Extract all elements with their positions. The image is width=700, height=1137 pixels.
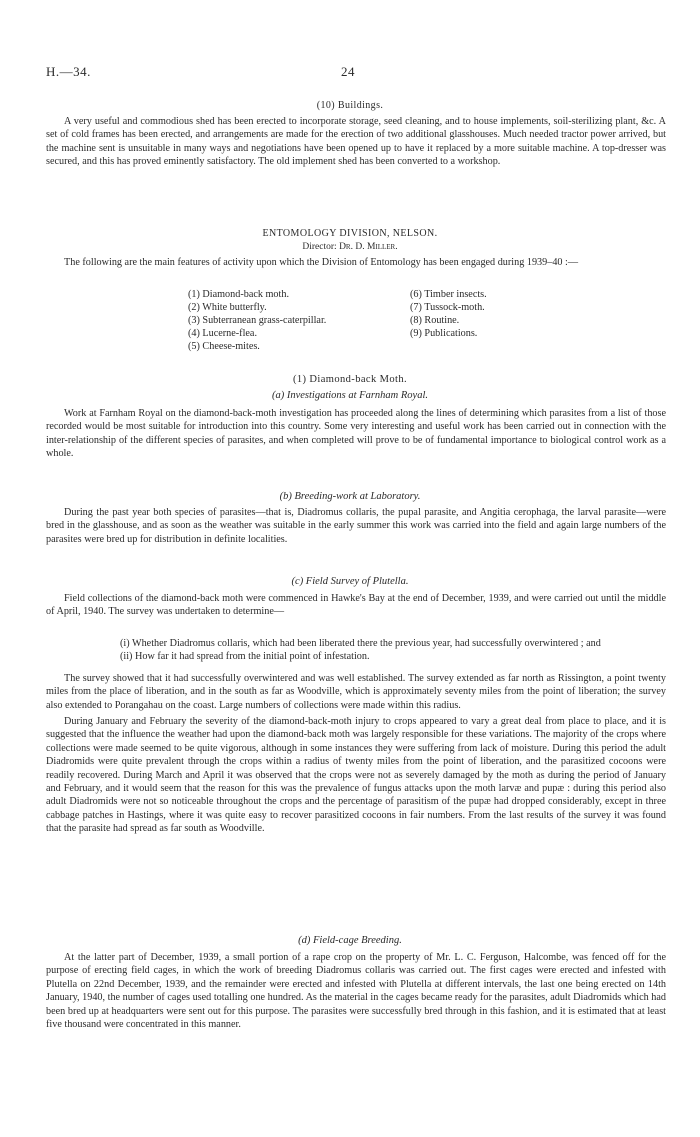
subsection-d-heading: (d) Field-cage Breeding.: [298, 935, 402, 946]
list-item: (6) Timber insects.: [410, 289, 487, 300]
list-item: (i) Whether Diadromus collaris, which had been liberated there the previous year, had successfully overwintered ; and: [120, 638, 601, 649]
director-label: Director:: [302, 242, 337, 252]
subsection-b-heading: (b) Breeding-work at Laboratory.: [279, 491, 421, 502]
director-name: Dr. D. Miller.: [339, 242, 398, 252]
entomology-title: ENTOMOLOGY DIVISION, NELSON.: [262, 228, 438, 239]
list-item: (2) White butterfly.: [188, 302, 267, 313]
page-number: 24: [341, 64, 355, 79]
buildings-heading: (10) Buildings.: [316, 100, 384, 111]
dbm-heading: (1) Diamond-back Moth.: [292, 374, 408, 385]
list-item: (9) Publications.: [410, 328, 478, 339]
subsection-c-paragraph-2: The survey showed that it had successfully overwintered and was well established. The survey extended as far north as Rissington, a point twenty miles from the place of liberation, and in the south as far as Woodville, which is approximately seventy miles from the point of liberation; the survey also extended to Porangahau on the coast. Large numbers of collections were made within this radius.: [46, 673, 666, 711]
feature-list-left: [188, 288, 326, 353]
subsection-d-paragraph: At the latter part of December, 1939, a small portion of a rape crop on the property of Mr. L. C. Ferguson, Halcombe, was fenced off for the purpose of erecting field cages, in which the work of breeding Diadromus collaris was carried out. The first cages were erected and infested with Plutella on 22nd December, 1939, and the remainder were erected and infested with Plutella at different intervals, the last one being erected on 14th January, 1940, the number of cages used totalling one hundred. As the material in the cages became ready for the parasites, adult Diadromids which had been bred up at headquarters were sent out for this purpose. The parasites were successfully bred through in this fashion, and it is estimated that at least five thousand were concentrated in this manner.: [46, 952, 666, 1031]
list-item: (ii) How far it had spread from the initial point of infestation.: [120, 651, 370, 662]
list-item: (3) Subterranean grass-caterpillar.: [188, 315, 327, 326]
subsection-c-paragraph-3: During January and February the severity of the diamond-back-moth injury to crops appeared to vary a great deal from place to place, and it is suggested that the influence the weather had upon the diamond-back moth was largely responsible for these variations. The majority of the crops where collections were made seemed to be quite vigorous, although in some instances they were suffering from lack of moisture. During this period the adult Diadromids were quite prevalent through the crops within a radius of twenty miles from the point of liberation, and the parasitized cocoons were readily recovered. During March and April it was observed that the crops were not as severely damaged by the moth as during the period of January and February, and it would seem that the reason for this was the prevalence of fungus attacks upon the moth larvæ and pupæ : during this period also adult Diadromids were not so noticeable throughout the crops and the percentage of parasitism of the pupæ had dropped considerably, except in three cabbage patches in Hastings, where it was quite easy to recover parasitized cocoons in fair numbers. From the last results of the survey it was found that the parasite had spread as far south as Woodville.: [46, 716, 666, 835]
subsection-b-paragraph: During the past year both species of parasites—that is, Diadromus collaris, the pupal parasite, and Angitia cerophaga, the larval parasite—were bred in the glasshouse, and as soon as the weather was suitable in the early summer this work was carried into the field and again large numbers of the parasites were bred up for distribution in definite localities.: [46, 507, 666, 545]
feature-list-right: [410, 288, 487, 340]
list-item: (7) Tussock-moth.: [410, 302, 485, 313]
subsection-a-heading: (a) Investigations at Farnham Royal.: [271, 390, 429, 401]
director-line: [0, 242, 700, 252]
list-item: (4) Lucerne-flea.: [188, 328, 257, 339]
buildings-paragraph: A very useful and commodious shed has been erected to incorporate storage, seed cleaning, and to house implements, soil-sterilizing plant, &c. A set of cold frames has been erected, and arrangements are made for the erection of two additional glasshouses. Much needed tractor power arrived, but the machine sent is unsuitable in many ways and negotiations have been opened up to have it replaced by a more suitable machine. A top-dresser was secured, and this has proved eminently satisfactory. The old implement shed has been converted to a workshop.: [46, 116, 666, 168]
report-code: H.—34.: [46, 64, 91, 79]
subsection-a-paragraph: Work at Farnham Royal on the diamond-back-moth investigation has proceeded along the lines of determining which parasites from a list of those recorded would be most suitable for introduction into this country. Some very interesting and useful work has been carried out in connection with the inter-relationship of the different species of parasites, and when completed will prove to be of fundamental importance to biological control work as a whole.: [46, 408, 666, 460]
survey-items: [120, 637, 666, 663]
list-item: (8) Routine.: [410, 315, 460, 326]
subsection-c-heading: (c) Field Survey of Plutella.: [291, 576, 409, 587]
list-item: (5) Cheese-mites.: [188, 341, 260, 352]
subsection-c-paragraph: Field collections of the diamond-back moth were commenced in Hawke's Bay at the end of December, 1939, and were carried out until the middle of April, 1940. The survey was undertaken to determine—: [46, 593, 666, 618]
entomology-intro: The following are the main features of activity upon which the Division of Entomology has been engaged during 1939–40 :—: [64, 257, 579, 268]
list-item: (1) Diamond-back moth.: [188, 289, 289, 300]
